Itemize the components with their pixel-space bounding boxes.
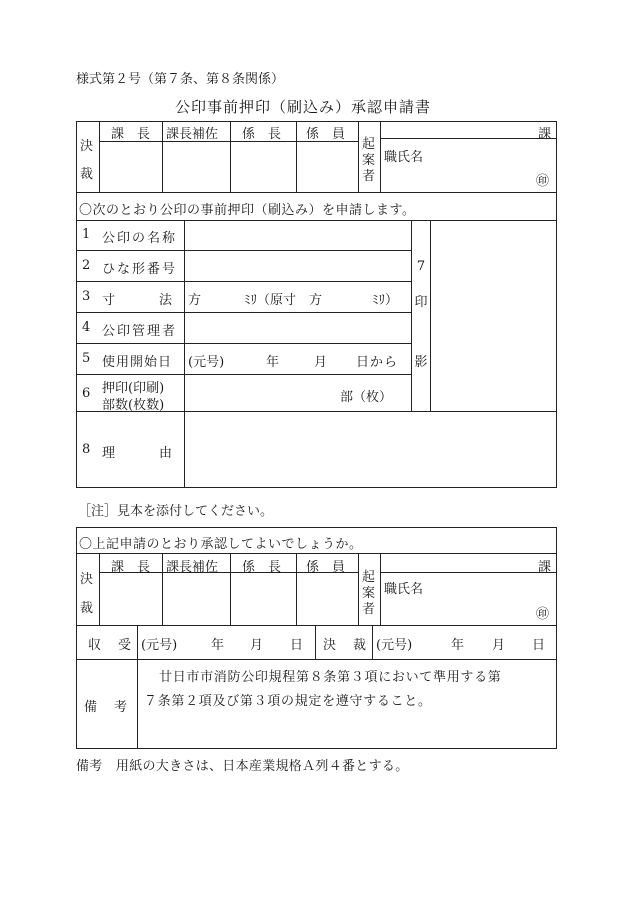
approval-col-kacho-b: 課 長 <box>111 560 151 575</box>
approval-col-kakaricho-b: 係 長 <box>242 560 282 575</box>
shokushimei-label-b: 職氏名 <box>384 582 424 597</box>
kessai-day: 日 <box>532 638 546 653</box>
page-title: 公印事前押印（刷込み）承認申請書 <box>175 98 432 116</box>
size-value-b: ﾐﾘ（原寸 方 <box>244 293 323 308</box>
approval-col-kakariin-b: 係 員 <box>306 560 346 575</box>
shuju-label: 収 受 <box>88 638 134 653</box>
copies-unit: 部（枚） <box>340 390 393 405</box>
kian-char-2: 案 <box>362 153 376 168</box>
inei-char-1: 印 <box>414 295 428 310</box>
seal-impression-area[interactable] <box>432 222 554 409</box>
form-label: 様式第２号（第７条、第８条関係） <box>76 72 285 87</box>
seal-icon: ㊞ <box>536 174 550 189</box>
seal-icon-b: ㊞ <box>536 607 550 622</box>
shuju-month: 月 <box>250 638 264 653</box>
ka-label-b: 課 <box>538 560 552 575</box>
item-num-2: 2 <box>82 258 91 273</box>
item-label-size: 寸 法 <box>102 293 179 308</box>
biko-line-2: ７条第２項及び第３項の規定を遵守すること。 <box>144 694 432 709</box>
item-num-5: 5 <box>82 351 91 366</box>
kian-char-b2: 案 <box>362 586 376 601</box>
item-label-template-no: ひな形番号 <box>102 262 178 277</box>
approval-col-kacho: 課 長 <box>111 127 151 142</box>
footer-note: 備考 用紙の大きさは、日本産業規格Ａ列４番とする。 <box>76 759 409 774</box>
item-label-seal-manager: 公印管理者 <box>102 324 178 339</box>
start-date-month: 月 <box>314 355 328 370</box>
note-text: ［注］見本を添付してください。 <box>78 504 274 519</box>
approval-col-kachohosa: 課長補佐 <box>166 127 219 142</box>
item-label-copies-1: 押印(印刷) <box>102 381 165 396</box>
size-value-a: 方 <box>188 293 202 308</box>
item-num-4: 4 <box>82 320 91 335</box>
item-num-8: 8 <box>82 442 91 457</box>
shuju-year: 年 <box>211 638 225 653</box>
size-value-c: ﾐﾘ） <box>372 293 399 308</box>
start-date-era: (元号) <box>188 355 225 370</box>
kian-char-3: 者 <box>362 169 376 184</box>
item-label-seal-name: 公印の名称 <box>102 231 178 246</box>
biko-label: 備 考 <box>84 700 130 715</box>
kessai-era: (元号) <box>376 638 413 653</box>
item-label-copies-2: 部数(枚数) <box>102 398 165 413</box>
kian-char-b1: 起 <box>362 570 376 585</box>
kessai-label-b1: 決 <box>80 572 94 587</box>
kian-char-b3: 者 <box>362 602 376 617</box>
item-label-reason: 理 由 <box>102 446 179 461</box>
kessai-year: 年 <box>451 638 465 653</box>
kessai-label-2: 裁 <box>80 167 94 182</box>
approval-intro: 〇上記申請のとおり承認してよいでしょうか。 <box>79 537 363 552</box>
biko-line-1: 廿日市市消防公印規程第８条第３項において準用する第 <box>159 670 502 685</box>
kessai-date-label: 決 裁 <box>323 638 369 653</box>
kessai-label-b2: 裁 <box>80 601 94 616</box>
shokushimei-label: 職氏名 <box>384 150 424 165</box>
approval-col-kakaricho: 係 長 <box>242 127 282 142</box>
shuju-era: (元号) <box>141 638 178 653</box>
kessai-label-1: 決 <box>80 139 94 154</box>
application-intro: 〇次のとおり公印の事前押印（刷込み）を申請します。 <box>79 203 416 218</box>
item-label-start-date: 使用開始日 <box>102 355 173 370</box>
item-num-3: 3 <box>82 289 91 304</box>
approval-col-kachohosa-b: 課長補佐 <box>166 560 219 575</box>
approval-col-kakariin: 係 員 <box>306 127 346 142</box>
inei-char-2: 影 <box>414 355 428 370</box>
inei-num: 7 <box>416 259 426 274</box>
kian-char-1: 起 <box>362 137 376 152</box>
shuju-day: 日 <box>290 638 304 653</box>
item-num-6: 6 <box>82 386 91 401</box>
kessai-month: 月 <box>492 638 506 653</box>
ka-label: 課 <box>538 127 552 142</box>
start-date-day: 日から <box>356 355 399 370</box>
item-num-1: 1 <box>82 227 91 242</box>
start-date-year: 年 <box>266 355 280 370</box>
